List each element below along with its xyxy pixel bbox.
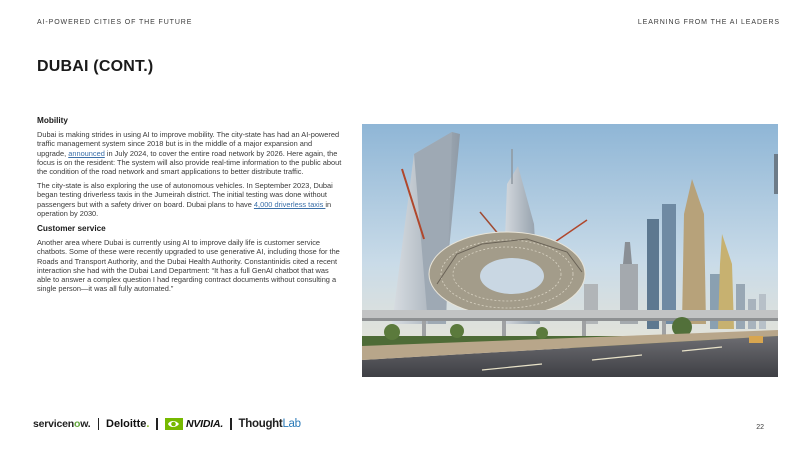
mobility-paragraph-1 — [37, 130, 342, 176]
announced-link[interactable]: announced — [68, 148, 105, 158]
logo-divider — [98, 418, 100, 430]
header-left-title: AI-POWERED CITIES OF THE FUTURE — [37, 19, 193, 26]
body-text — [37, 116, 342, 298]
p1-text-end: in July 2024, to cover the entire road network by 2026. Here again, the focus is on the resident: The system will also provide real-time information to the public about the condition of the road network and smart applications to better distribute traffic. — [37, 148, 342, 177]
page-title: DUBAI (CONT.) — [37, 58, 154, 75]
nvidia-eye-icon — [165, 418, 183, 430]
logo-divider — [230, 418, 232, 430]
customer-service-paragraph: Another area where Dubai is currently using AI to improve daily life is customer service chatbots. Some of these were recently upgraded to use generative AI, including those for the Roads and Transport Authority, and the Dubai Health Authority. Constantinidis cited a recent interaction she had with the Dubai Land Department: “It has a full GenAI chatbot that was able to answer a complex question I had regarding contract documents without consulting a single person—it was all fully automated.” — [37, 238, 340, 294]
servicenow-logo — [33, 418, 91, 430]
nvidia-logo — [165, 418, 223, 430]
deloitte-text: Deloitte — [106, 418, 147, 430]
servicenow-text-a: servicen — [33, 418, 75, 430]
deloitte-logo — [106, 418, 149, 430]
partner-logos — [33, 416, 301, 432]
driverless-taxis-link[interactable]: 4,000 driverless taxis — [253, 199, 326, 209]
servicenow-text-b: w. — [80, 418, 91, 430]
thoughtlab-logo — [239, 418, 301, 430]
thoughtlab-text-a: Thought — [238, 418, 283, 430]
nvidia-text: NVIDIA. — [185, 418, 224, 430]
customer-service-heading: Customer service — [37, 224, 106, 234]
deloitte-dot: . — [146, 418, 150, 430]
p1-text-start: Dubai is making strides in using AI to improve mobility. The city-state has had an AI-powered traffic management system since 2018 but is in the middle of a major expansion and upgrade, — [37, 130, 340, 158]
logo-divider — [156, 418, 158, 430]
page-number: 22 — [756, 424, 764, 431]
mobility-paragraph-2 — [37, 181, 342, 218]
p2-text-end: in operation by 2030. — [37, 199, 332, 218]
servicenow-text-o: o — [74, 418, 81, 430]
header-right-title: LEARNING FROM THE AI LEADERS — [637, 19, 780, 26]
p2-text-start: The city-state is also exploring the use of autonomous vehicles. In September 2023, Dubai began testing driverless taxis in the Jumeirah district. The initial testing was done without passengers but with a safety driver on board. Dubai plans to have — [37, 181, 333, 209]
dubai-skyline-photo — [362, 124, 778, 377]
thoughtlab-text-b: Lab — [282, 418, 301, 430]
mobility-heading: Mobility — [37, 116, 68, 125]
